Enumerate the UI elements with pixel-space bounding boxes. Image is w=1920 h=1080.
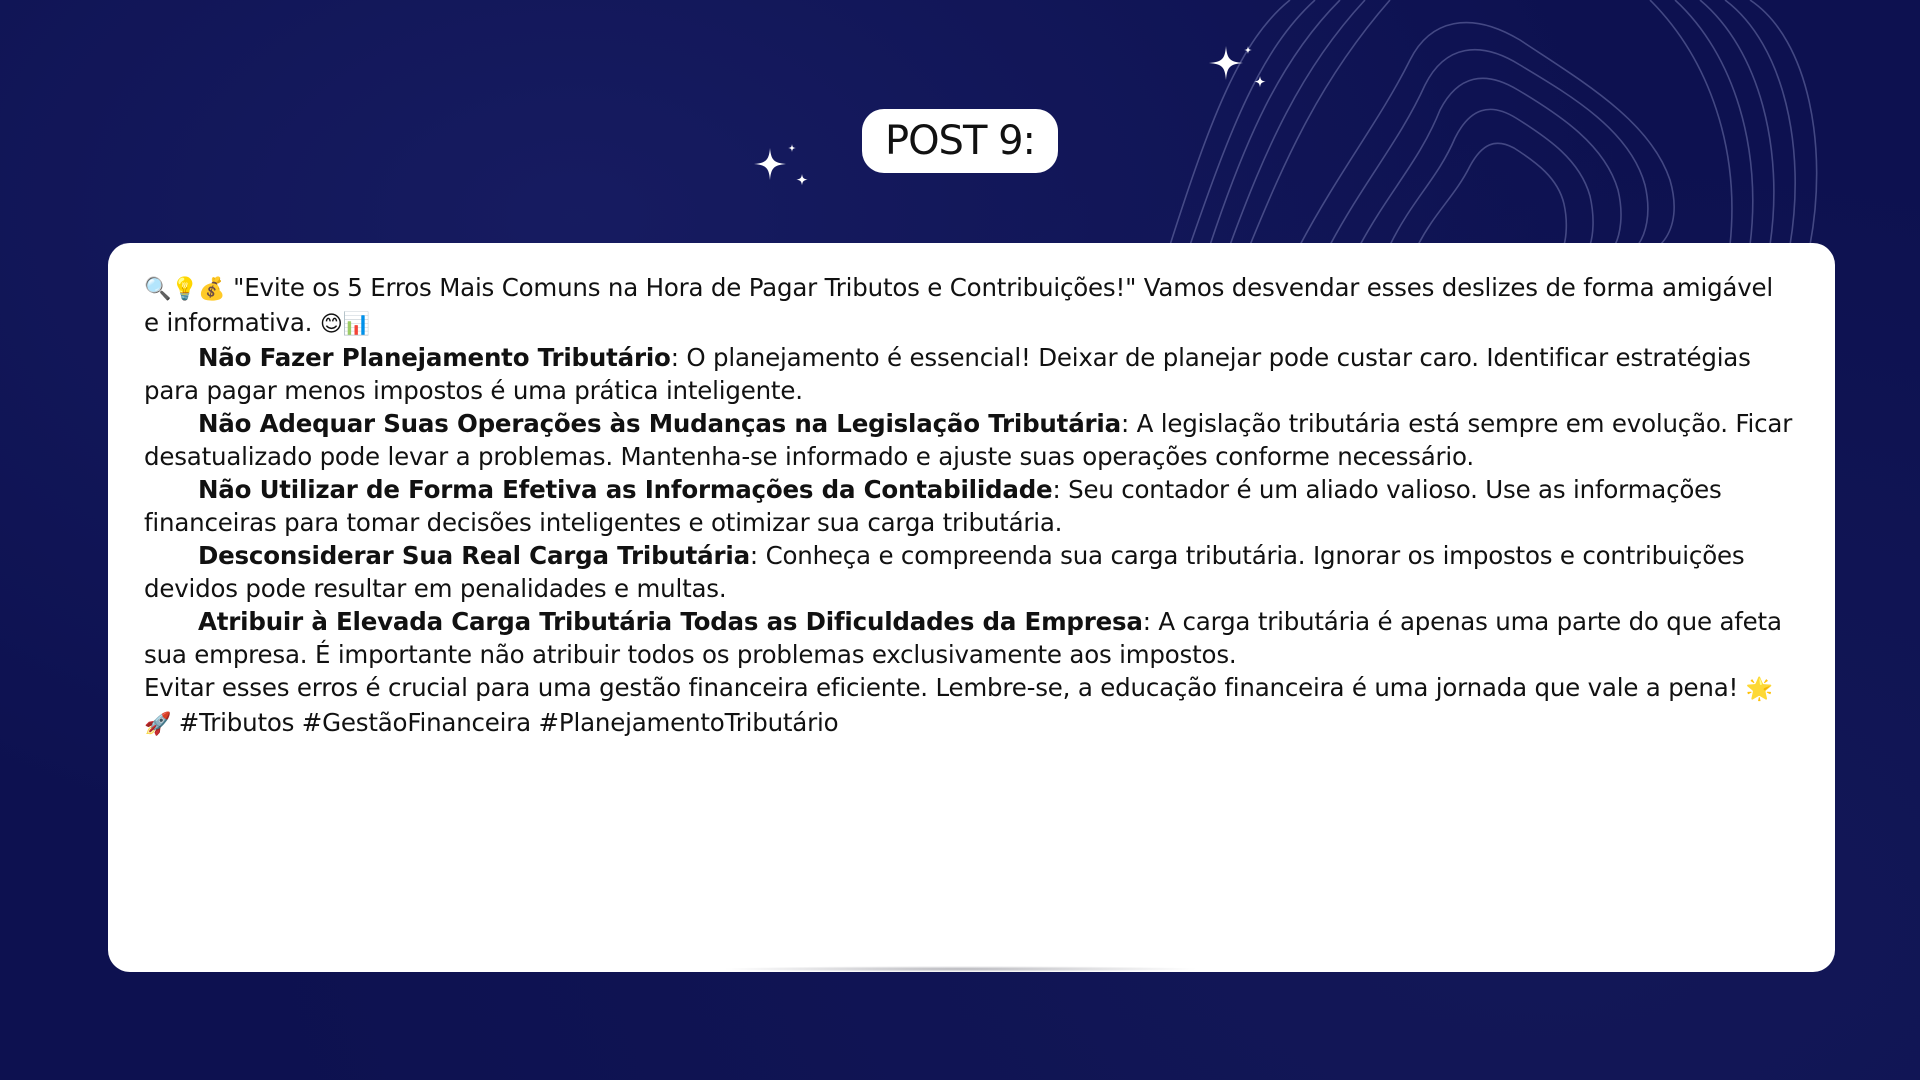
error-title: Não Adequar Suas Operações às Mudanças na Legislação Tributária [198, 409, 1121, 438]
intro-paragraph [144, 271, 1795, 341]
hashtags: #Tributos #GestãoFinanceira #PlanejamentoTributário [171, 708, 839, 737]
magnifier-lightbulb-money-bag-icon: 🔍💡💰 [144, 277, 226, 302]
intro-text: "Evite os 5 Erros Mais Comuns na Hora de Pagar Tributos e Contribuições!" Vamos desvendar esses deslizes de forma amigável e informativa. [144, 273, 1774, 337]
error-item [144, 539, 1795, 605]
post-title: POST 9: [884, 118, 1036, 164]
post-title-badge [862, 109, 1058, 173]
star-rocket-icon: 🌟🚀 [144, 677, 1773, 737]
error-text: : A legislação tributária está sempre em evolução. Ficar desatualizado pode levar a problemas. Mantenha-se informado e ajuste suas operações conforme necessário. [144, 409, 1793, 471]
error-item [144, 341, 1795, 407]
error-title: Não Fazer Planejamento Tributário [198, 343, 671, 372]
error-text: : A carga tributária é apenas uma parte do que afeta sua empresa. É importante não atribuir todos os problemas exclusivamente aos impostos. [144, 607, 1782, 669]
error-item [144, 605, 1795, 671]
sparkle-icon [740, 140, 820, 200]
post-content-card [108, 243, 1835, 972]
contour-lines-decoration [1150, 0, 1830, 245]
error-title: Atribuir à Elevada Carga Tributária Todas as Dificuldades da Empresa [198, 607, 1143, 636]
closing-paragraph [144, 671, 1795, 741]
error-title: Desconsiderar Sua Real Carga Tributária [198, 541, 750, 570]
error-text: : O planejamento é essencial! Deixar de planejar pode custar caro. Identificar estratégias para pagar menos impostos é uma prática inteligente. [144, 343, 1751, 405]
error-title: Não Utilizar de Forma Efetiva as Informações da Contabilidade [198, 475, 1053, 504]
smile-bar-chart-icon: 😊📊 [319, 312, 370, 337]
post-body [144, 271, 1795, 741]
sparkle-icon [1200, 40, 1280, 100]
card-shadow-decoration [720, 966, 1200, 972]
error-text: : Conheça e compreenda sua carga tributária. Ignorar os impostos e contribuições devidos pode resultar em penalidades e multas. [144, 541, 1745, 603]
error-item [144, 407, 1795, 473]
closing-text: Evitar esses erros é crucial para uma gestão financeira eficiente. Lembre-se, a educação financeira é uma jornada que vale a pena! [144, 673, 1746, 702]
error-item [144, 473, 1795, 539]
error-text: : Seu contador é um aliado valioso. Use as informações financeiras para tomar decisões inteligentes e otimizar sua carga tributária. [144, 475, 1722, 537]
